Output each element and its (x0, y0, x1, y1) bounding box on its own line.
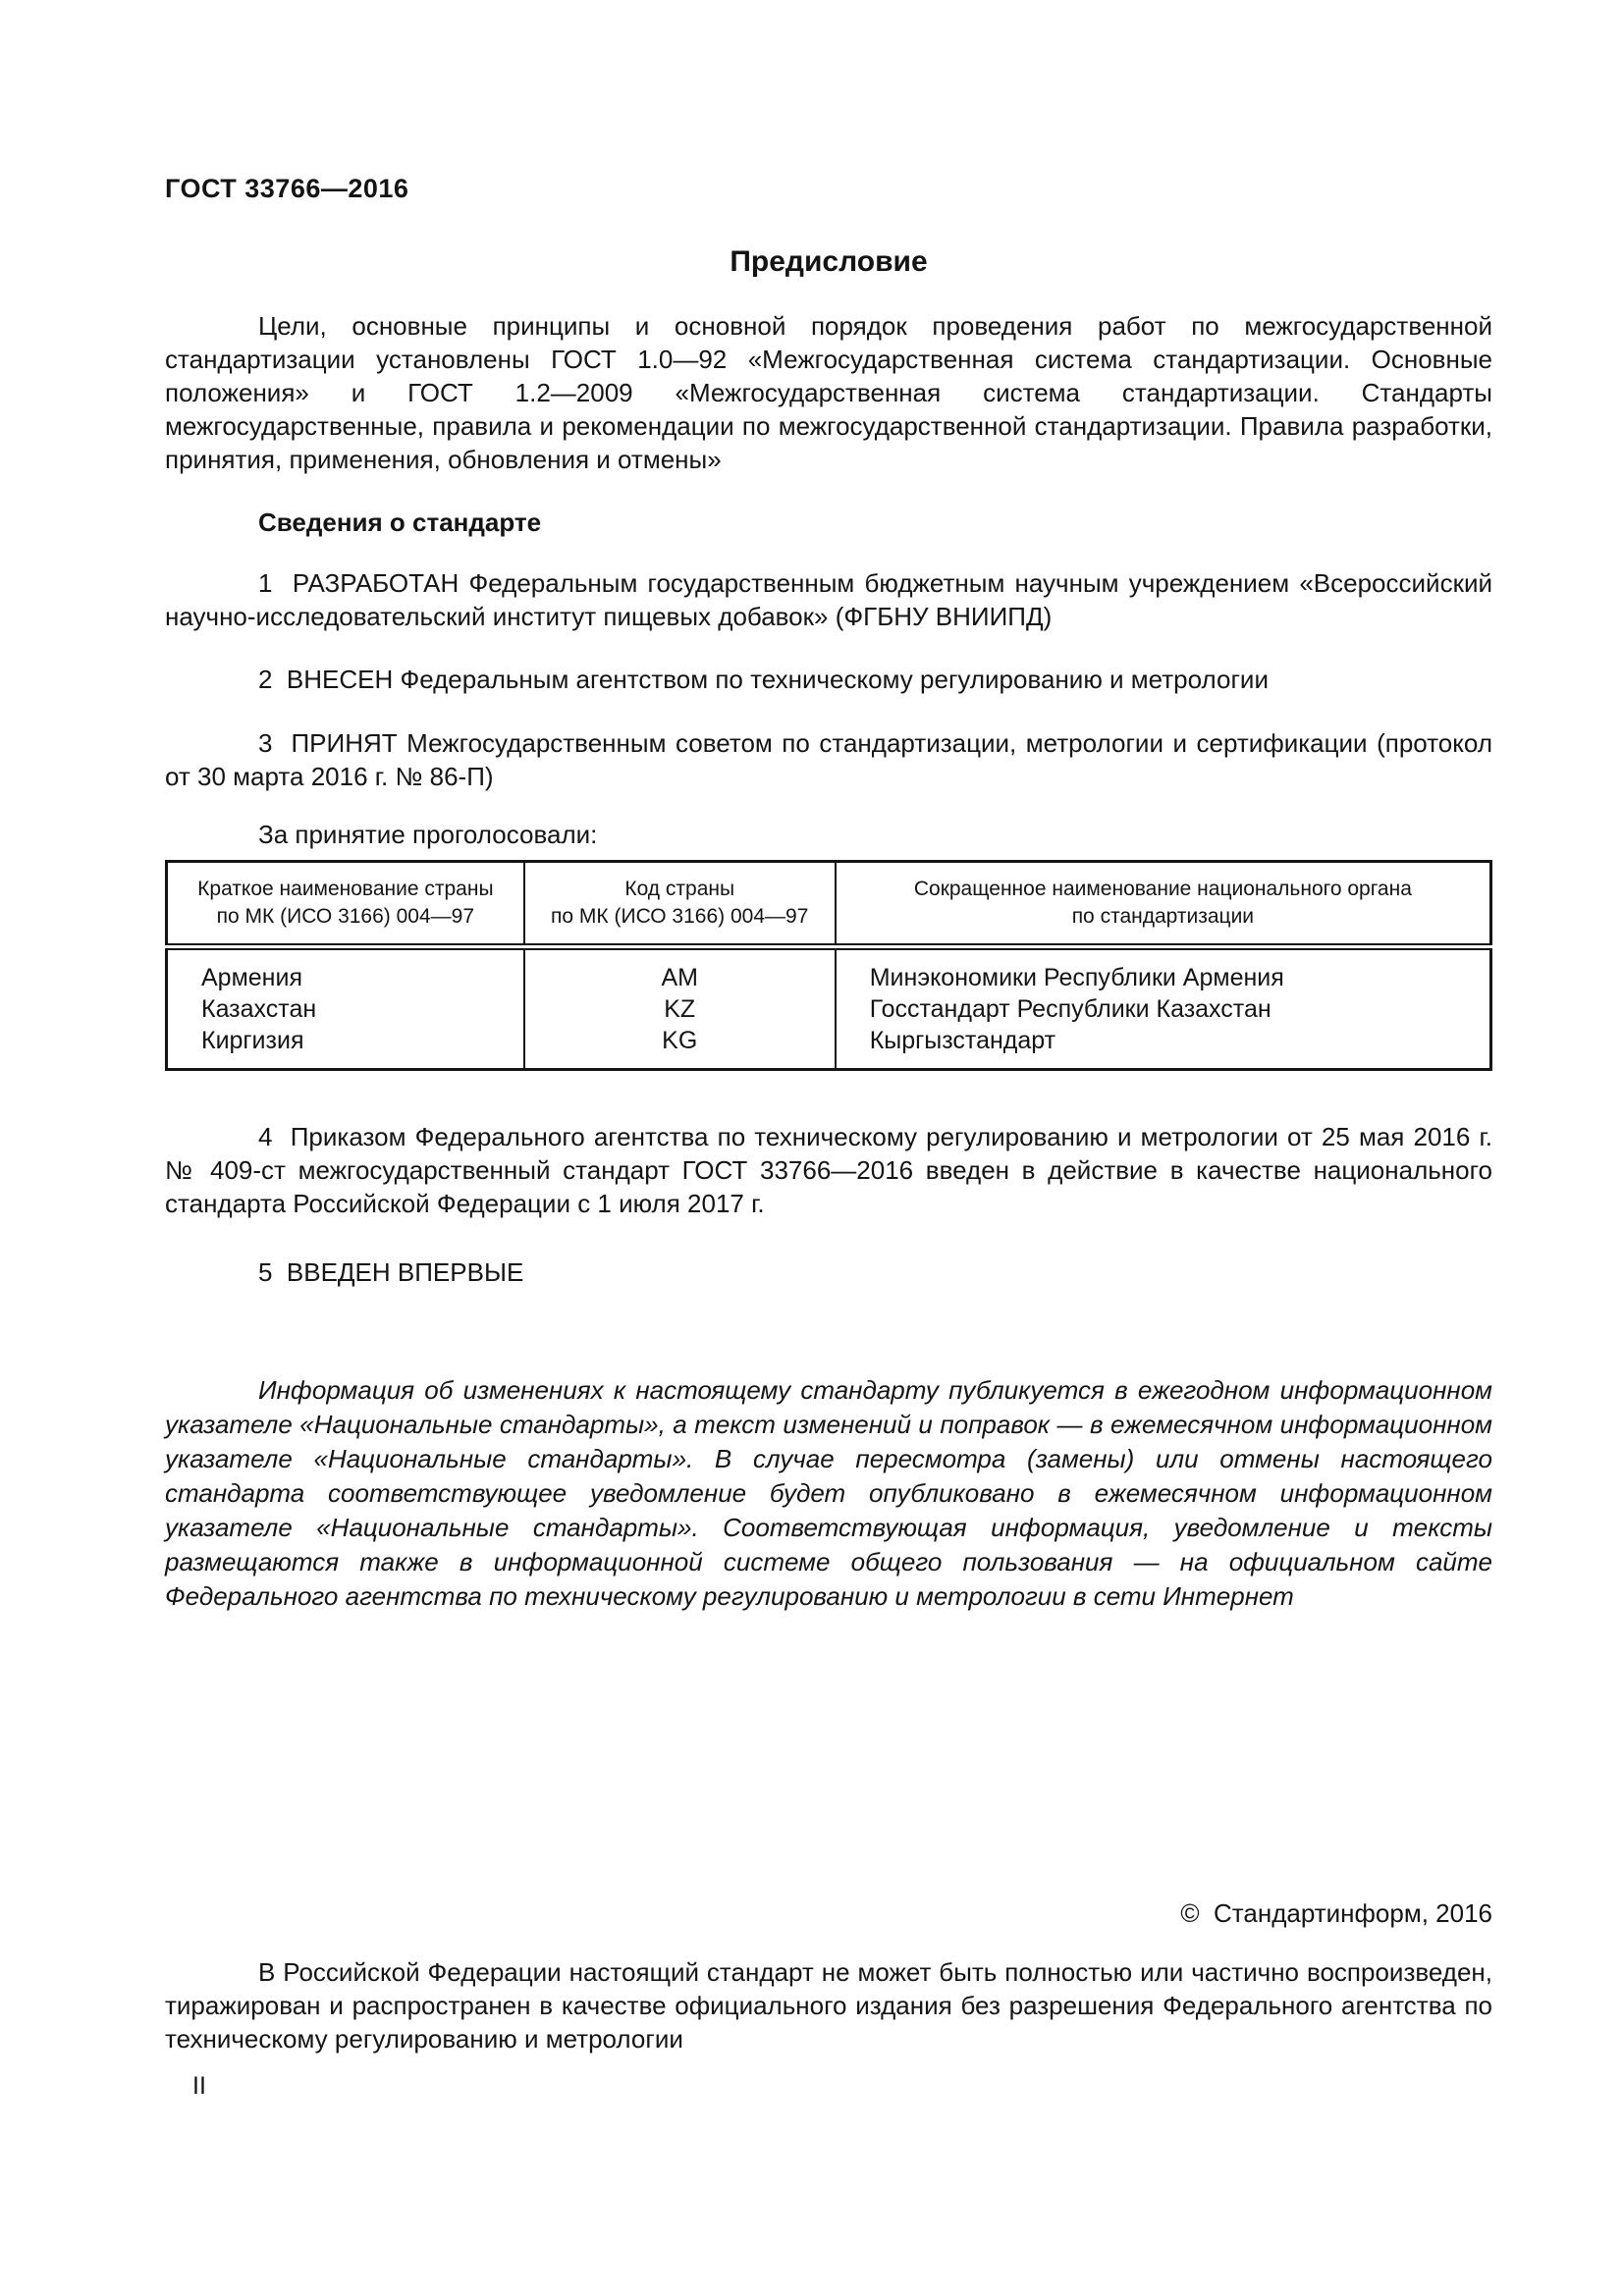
info-item-2: 2 ВНЕСЕН Федеральным агентством по техническому регулированию и метрологии (258, 665, 1269, 694)
table-header-code-line2: по МК (ИСО 3166) 004—97 (551, 905, 809, 928)
table-header-org (836, 862, 1491, 947)
table-header-country-line1: Краткое наименование страны (197, 878, 494, 900)
table-row (167, 947, 1491, 994)
info-item-5: 5 ВВЕДЕН ВПЕРВЫЕ (258, 1257, 524, 1287)
info-item-1: 1 РАЗРАБОТАН Федеральным государственным бюджетным научным учреждением «Всероссийский научно-исследовательский институт пищевых добавок» (ФГБНУ ВНИИПД) (165, 568, 1492, 631)
country-cell: Армения (167, 947, 524, 994)
page-number: II (192, 2072, 206, 2100)
code-cell: KZ (524, 993, 836, 1025)
table-header-country (167, 862, 524, 947)
country-cell: Киргизия (167, 1025, 524, 1070)
table-header-code (524, 862, 836, 947)
country-cell: Казахстан (167, 993, 524, 1025)
change-notice-paragraph: Информация об изменениях к настоящему стандарту публикуется в ежегодном информационном указателе «Национальные стандарты», а текст изменений и поправок — в ежемесячном информационном указателе «Национальные стандарты». В случае пересмотра (замены) или отмены настоящего стандарта соответствующее уведомление будет опубликовано в ежемесячном информационном указателе «Национальные стандарты». Соответствующая информация, уведомление и тексты размещаются также в информационной системе общего пользования — на официальном сайте Федерального агентства по техническому регулированию и метрологии в сети Интернет (165, 1375, 1492, 1611)
info-item-3: 3 ПРИНЯТ Межгосударственным советом по стандартизации, метрологии и сертификации (протокол от 30 марта 2016 г. № 86-П) (165, 728, 1492, 791)
info-item-4: 4 Приказом Федерального агентства по техническому регулированию и метрологии от 25 мая 2016 г. № 409-ст межгосударственный стандарт ГОСТ 33766—2016 введен в действие в качестве национального стандарта Российской Федерации с 1 июля 2017 г. (165, 1122, 1492, 1218)
intro-paragraph: Цели, основные принципы и основной порядок проведения работ по межгосударственной стандартизации установлены ГОСТ 1.0—92 «Межгосударственная система стандартизации. Основные положения» и ГОСТ 1.2—2009 «Межгосударственная система стандартизации. Стандарты межгосударственные, правила и рекомендации по межгосударственной стандартизации. Правила разработки, принятия, применения, обновления и отмены» (165, 311, 1492, 474)
org-cell: Госстандарт Республики Казахстан (836, 993, 1491, 1025)
vote-heading: За принятие проголосовали: (258, 820, 598, 849)
org-cell: Минэкономики Республики Армения (836, 947, 1491, 994)
doc-code: ГОСТ 33766—2016 (165, 174, 409, 203)
table-header-country-line2: по МК (ИСО 3166) 004—97 (216, 905, 475, 928)
table-row (167, 1025, 1491, 1070)
reproduction-notice: В Российской Федерации настоящий стандарт не может быть полностью или частично воспроизведен, тиражирован и распространен в качестве официального издания без разрешения Федерального агентства по техническому регулированию и метрологии (165, 1957, 1492, 2054)
table-row (167, 993, 1491, 1025)
code-cell: AM (524, 947, 836, 994)
page-title: Предисловие (730, 245, 928, 278)
standard-info-heading: Сведения о стандарте (258, 507, 542, 537)
org-cell: Кыргызстандарт (836, 1025, 1491, 1070)
vote-table (165, 860, 1492, 1071)
table-header-code-line1: Код страны (624, 878, 735, 900)
table-header-org-line1: Сокращенное наименование национального органа (913, 878, 1412, 900)
table-header-row (167, 862, 1491, 947)
table-header-org-line2: по стандартизации (1071, 905, 1255, 928)
copyright-line: © Стандартинформ, 2016 (1180, 1898, 1492, 1928)
code-cell: KG (524, 1025, 836, 1070)
